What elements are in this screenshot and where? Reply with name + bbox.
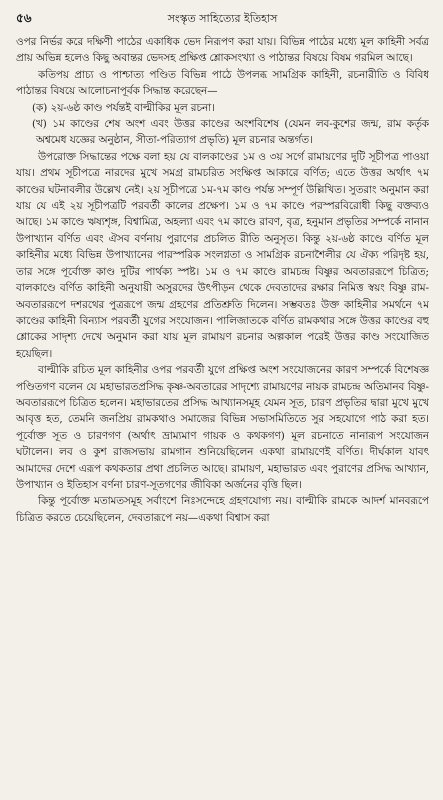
- list-item-kha: (খ) ১ম কাণ্ডের শেষ অংশ এবং উত্তর কাণ্ডের অংশবিশেষ (যেমন লব-কুশের জন্ম, রাম কর্তৃক অশ্বমেধ যজ্ঞের অনুষ্ঠান, সীতা-পরিত্যাগ প্রভৃতি) মূল রচনার অন্তর্গত।: [32, 118, 429, 147]
- page-header: [16, 10, 429, 28]
- page-number: ৫৬: [16, 11, 32, 25]
- running-title: সংস্কৃত সাহিত্যের ইতিহাস: [167, 12, 278, 25]
- page-body: [16, 34, 429, 794]
- paragraph-interpolation-reasons: বাল্মীকি রচিত মূল কাহিনীর ওপর পরবর্তী যুগে প্রক্ষিপ্ত অংশ সংযোজনের কারণ সম্পর্কে বিশেষজ্ঞ পণ্ডিতগণ বলেন যে মহাভারতপ্রসিদ্ধ কৃষ্ণ-অবতারের সাদৃশ্যে রামায়ণের নায়ক রামচন্দ্র অতিমানব বিষ্ণু-অবতাররূপে চিত্রিত হলেন। মহাভারতের প্রসিদ্ধ আখ্যানসমূহ যেমন সূত, চারণ প্রভৃতির দ্বারা মুখে মুখে আবৃত্ত হত, তেমনি জনপ্রিয় রামকথাও সমাজের বিভিন্ন সভাসমিতিতে সুর সহযোগে পাঠ করা হত। পূর্বোক্ত সূত ও চারণগণ (অর্থাৎ ভ্রাম্যমাণ গায়ক ও কথকগণ) মূল রচনাতে নানারূপ সংযোজন ঘটালেন। লব ও কুশ রাজসভায় রামগান শুনিয়েছিলেন একথা রামায়ণেই বর্ণিত। দীর্ঘকাল যাবৎ আমাদের দেশে এরূপ কথকতার প্রথা প্রচলিত আছে। রামায়ণ, মহাভারত এবং পুরাণের প্রসিদ্ধ আখ্যান, উপাখ্যান ও ইতিহাস বর্ণনা চারণ-সূতগণের জীবিকা অর্জনের বৃত্তি ছিল।: [16, 364, 429, 491]
- list-item-ka: (ক) ২য়-৬ষ্ঠ কাণ্ড পর্যন্তই বাল্মীকির মূল রচনা।: [32, 101, 215, 114]
- paragraph-scholars-view: কতিপয় প্রাচ্য ও পাশ্চাত্য পণ্ডিত বিভিন্ন পাঠে উপলব্ধ সামগ্রিক কাহিনী, রচনারীতি ও বিবিধ পাঠান্তর বিষয়ে আলোচনাপূর্বক সিদ্ধান্ত করেছেন—: [16, 68, 429, 98]
- paragraph-counterpoint: কিন্তু পূর্বোক্ত মতামতসমূহ সর্বাংশে নিঃসন্দেহে গ্রহণযোগ্য নয়। বাল্মীকি রামকে আদর্শ মানবরূপে চিত্রিত করতে চেয়েছিলেন, দেবতারূপে নয়—একথা বিশ্বাস করা: [16, 495, 429, 524]
- paragraph-continuation: ওপর নির্ভর করে দক্ষিণী পাঠের একাধিক ভেদ নিরূপণ করা যায়। বিভিন্ন পাঠের মধ্যে মূল কাহিনী সর্বত্র প্রায় অভিন্ন হলেও কিছু অবান্তর ভেদসহ প্রক্ষিপ্ত শ্লোকসংখ্যা ও পাঠান্তর বিষয়ে বিষম গরমিল আছে।: [16, 36, 429, 65]
- paragraph-argument: উপরোক্ত সিদ্ধান্তের পক্ষে বলা হয় যে বালকাণ্ডের ১ম ও ৩য় সর্গে রামায়ণের দুটি সূচীপত্র পাওয়া যায়। প্রথম সূচীপত্রে নারদের মুখে সমগ্র রামচরিত সংক্ষিপ্ত আকারে বর্ণিত; এতে উত্তর অর্থাৎ ৭ম কাণ্ডের ঘটনাবলীর উল্লেখ নেই। ২য় সূচীপত্রে ১ম-৭ম কাণ্ড পর্যন্ত সম্পূর্ণ উল্লিখিত। সুতরাং অনুমান করা যায় যে এই ২য় সূচীপত্রটি পরবর্তী কালের প্রক্ষেপ। ১ম ও ৭ম কাণ্ডে পরস্পরবিরোধী কিছু বক্তব্যও আছে। ১ম কাণ্ডে ঋষ্যশৃঙ্গ, বিশ্বামিত্র, অহল্যা এবং ৭ম কাণ্ডে রাবণ, বৃত্র, হনুমান প্রভৃতির সম্পর্কে নানান উপাখ্যান বর্ণিত এবং ঐসব বর্ণনায় পুরাণের প্রচলিত রীতি অনুসৃত। কিন্তু ২য়-৬ষ্ঠ কাণ্ডে বর্ণিত মূল কাহিনীর মধ্যে বিভিন্ন উপাখ্যানের পারস্পরিক সংলগ্নতা ও সামগ্রিক রচনাশৈলীর যে ঐক্য পরিদৃষ্ট হয়, তার সঙ্গে পূর্বোক্ত কাণ্ড দুটির পার্থক্য স্পষ্ট। ১ম ও ৭ম কাণ্ডে রামচন্দ্র বিষ্ণুর অবতাররূপে চিত্রিত; বালকাণ্ডে বর্ণিত কাহিনী অনুযায়ী অসুরদের উৎপীড়ন থেকে দেবতাদের রক্ষার নিমিত্ত স্বয়ং বিষ্ণু রাম-অবতাররূপে দশরথের পুত্ররূপে জন্ম গ্রহণের প্রতিশ্রুতি দিলেন। সম্ভবতঃ উক্ত কাহিনীর সমর্থনে ৭ম কাণ্ডের কাহিনী বিন্যাস পরবর্তী যুগের সংযোজন। পালিজাতকে বর্ণিত রামকথার সঙ্গে উত্তর কাণ্ডের বহু শ্লোকের সাদৃশ্য দেখে অনুমান করা যায় মূল রামায়ণ রচনার অল্পকাল পরেই উত্তর কাণ্ড সংযোজিত হয়েছিল।: [16, 150, 429, 360]
